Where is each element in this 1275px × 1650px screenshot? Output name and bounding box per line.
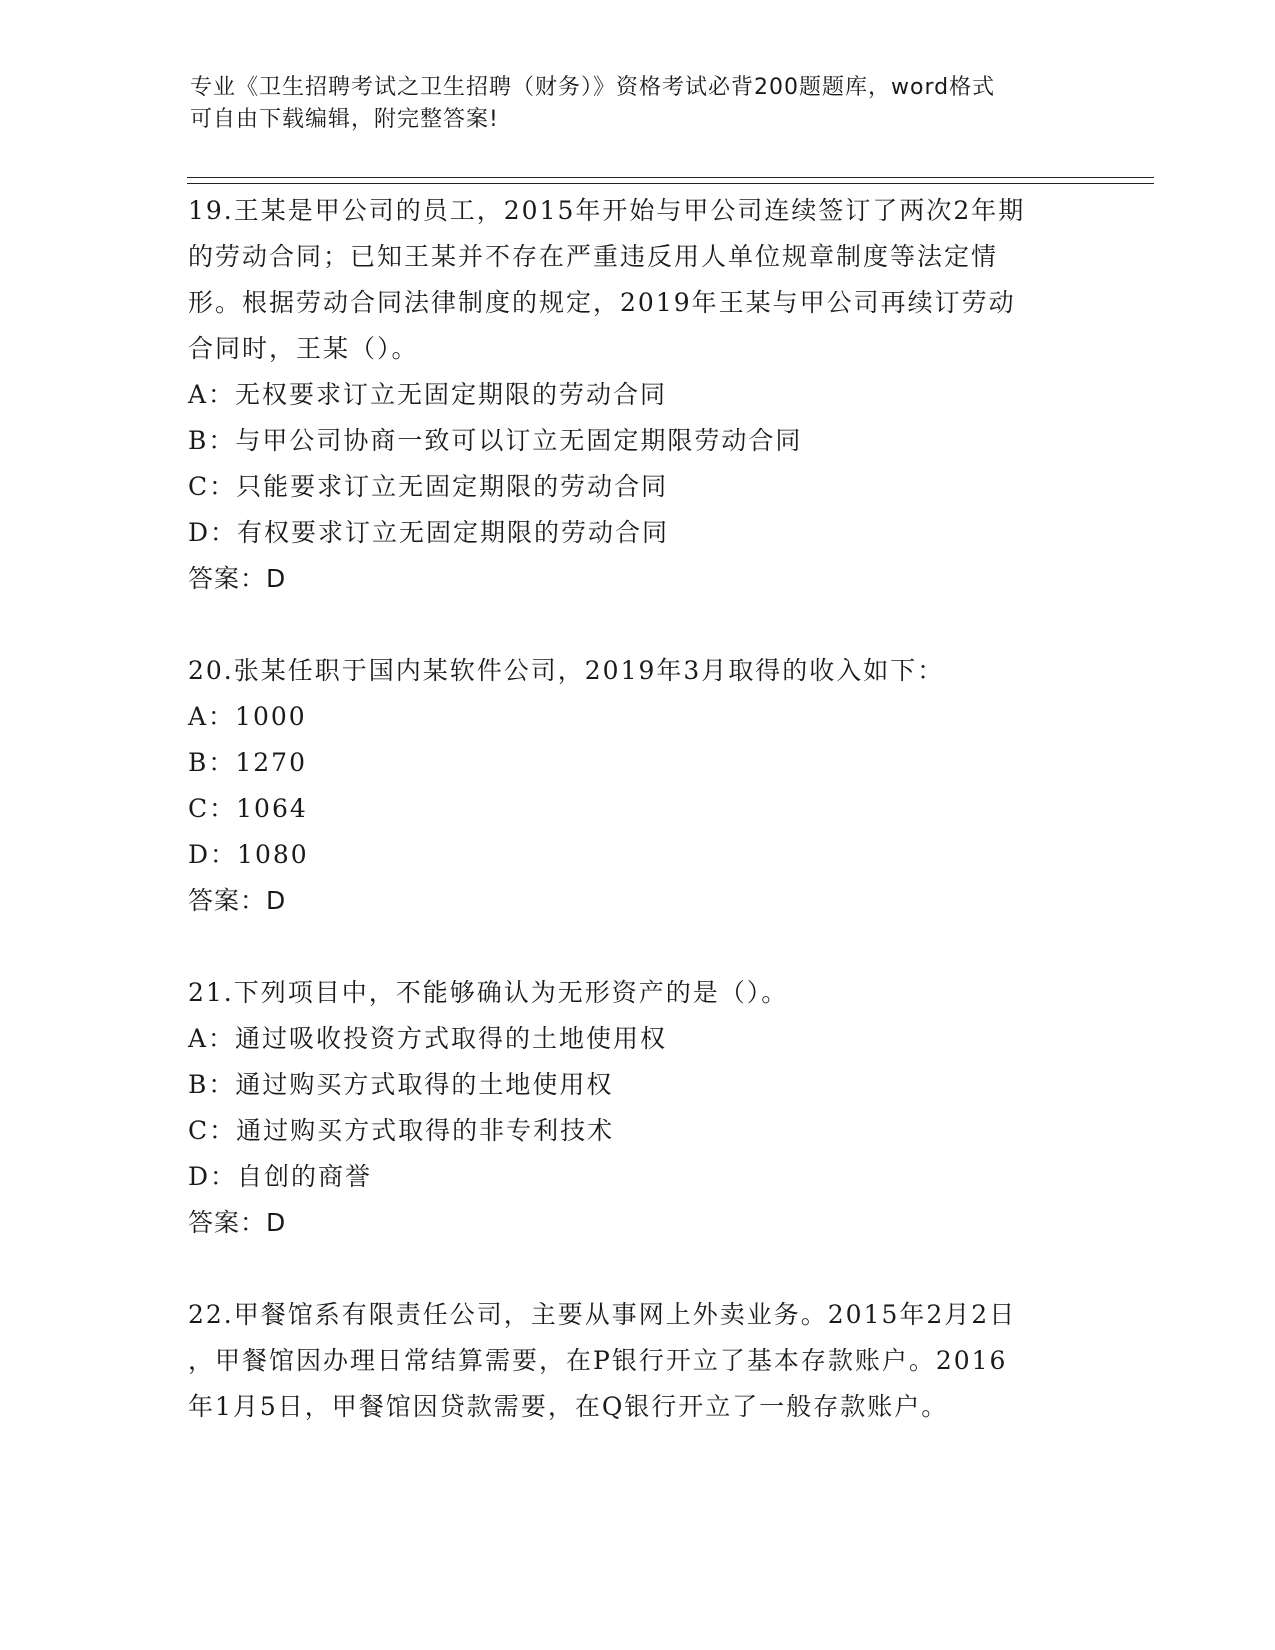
option-d: D：自创的商誉 <box>188 1162 373 1191</box>
question-21 <box>188 970 1088 1246</box>
spacer <box>188 1246 1088 1292</box>
question-text: 形。根据劳动合同法律制度的规定，2019年王某与甲公司再续订劳动 <box>188 288 1016 317</box>
question-text: 20.张某任职于国内某软件公司，2019年3月取得的收入如下： <box>188 656 945 685</box>
option-b: B：通过购买方式取得的土地使用权 <box>188 1070 614 1099</box>
question-22 <box>188 1292 1088 1430</box>
question-text: 年1月5日，甲餐馆因贷款需要，在Q银行开立了一般存款账户。 <box>188 1392 949 1421</box>
question-text: ，甲餐馆因办理日常结算需要，在P银行开立了基本存款账户。2016 <box>188 1346 1008 1375</box>
question-19 <box>188 188 1088 602</box>
question-text: 合同时，王某（）。 <box>188 334 419 363</box>
question-text: 的劳动合同；已知王某并不存在严重违反用人单位规章制度等法定情 <box>188 242 999 271</box>
header-divider-top <box>187 177 1154 178</box>
document-header <box>190 72 1090 136</box>
question-text: 19.王某是甲公司的员工，2015年开始与甲公司连续签订了两次2年期 <box>188 196 1026 225</box>
option-c: C：1064 <box>188 794 308 823</box>
question-20 <box>188 648 1088 924</box>
option-d: D：1080 <box>188 840 309 869</box>
header-divider-bottom <box>187 183 1154 184</box>
question-text: 22.甲餐馆系有限责任公司，主要从事网上外卖业务。2015年2月2日 <box>188 1300 1017 1329</box>
spacer <box>188 602 1088 648</box>
option-b: B：1270 <box>188 748 307 777</box>
question-list <box>188 188 1088 1430</box>
answer: 答案：D <box>188 886 287 915</box>
answer: 答案：D <box>188 1208 287 1237</box>
header-line-1: 专业《卫生招聘考试之卫生招聘（财务）》资格考试必背200题题库，word格式 <box>190 75 996 100</box>
option-a: A：通过吸收投资方式取得的土地使用权 <box>188 1024 668 1053</box>
option-c: C：只能要求订立无固定期限的劳动合同 <box>188 472 669 501</box>
question-text: 21.下列项目中，不能够确认为无形资产的是（）。 <box>188 978 789 1007</box>
spacer <box>188 924 1088 970</box>
option-d: D：有权要求订立无固定期限的劳动合同 <box>188 518 670 547</box>
answer: 答案：D <box>188 564 287 593</box>
option-a: A：无权要求订立无固定期限的劳动合同 <box>188 380 668 409</box>
option-a: A：1000 <box>188 702 307 731</box>
option-b: B：与甲公司协商一致可以订立无固定期限劳动合同 <box>188 426 803 455</box>
option-c: C：通过购买方式取得的非专利技术 <box>188 1116 615 1145</box>
header-line-2: 可自由下载编辑，附完整答案! <box>190 107 499 132</box>
